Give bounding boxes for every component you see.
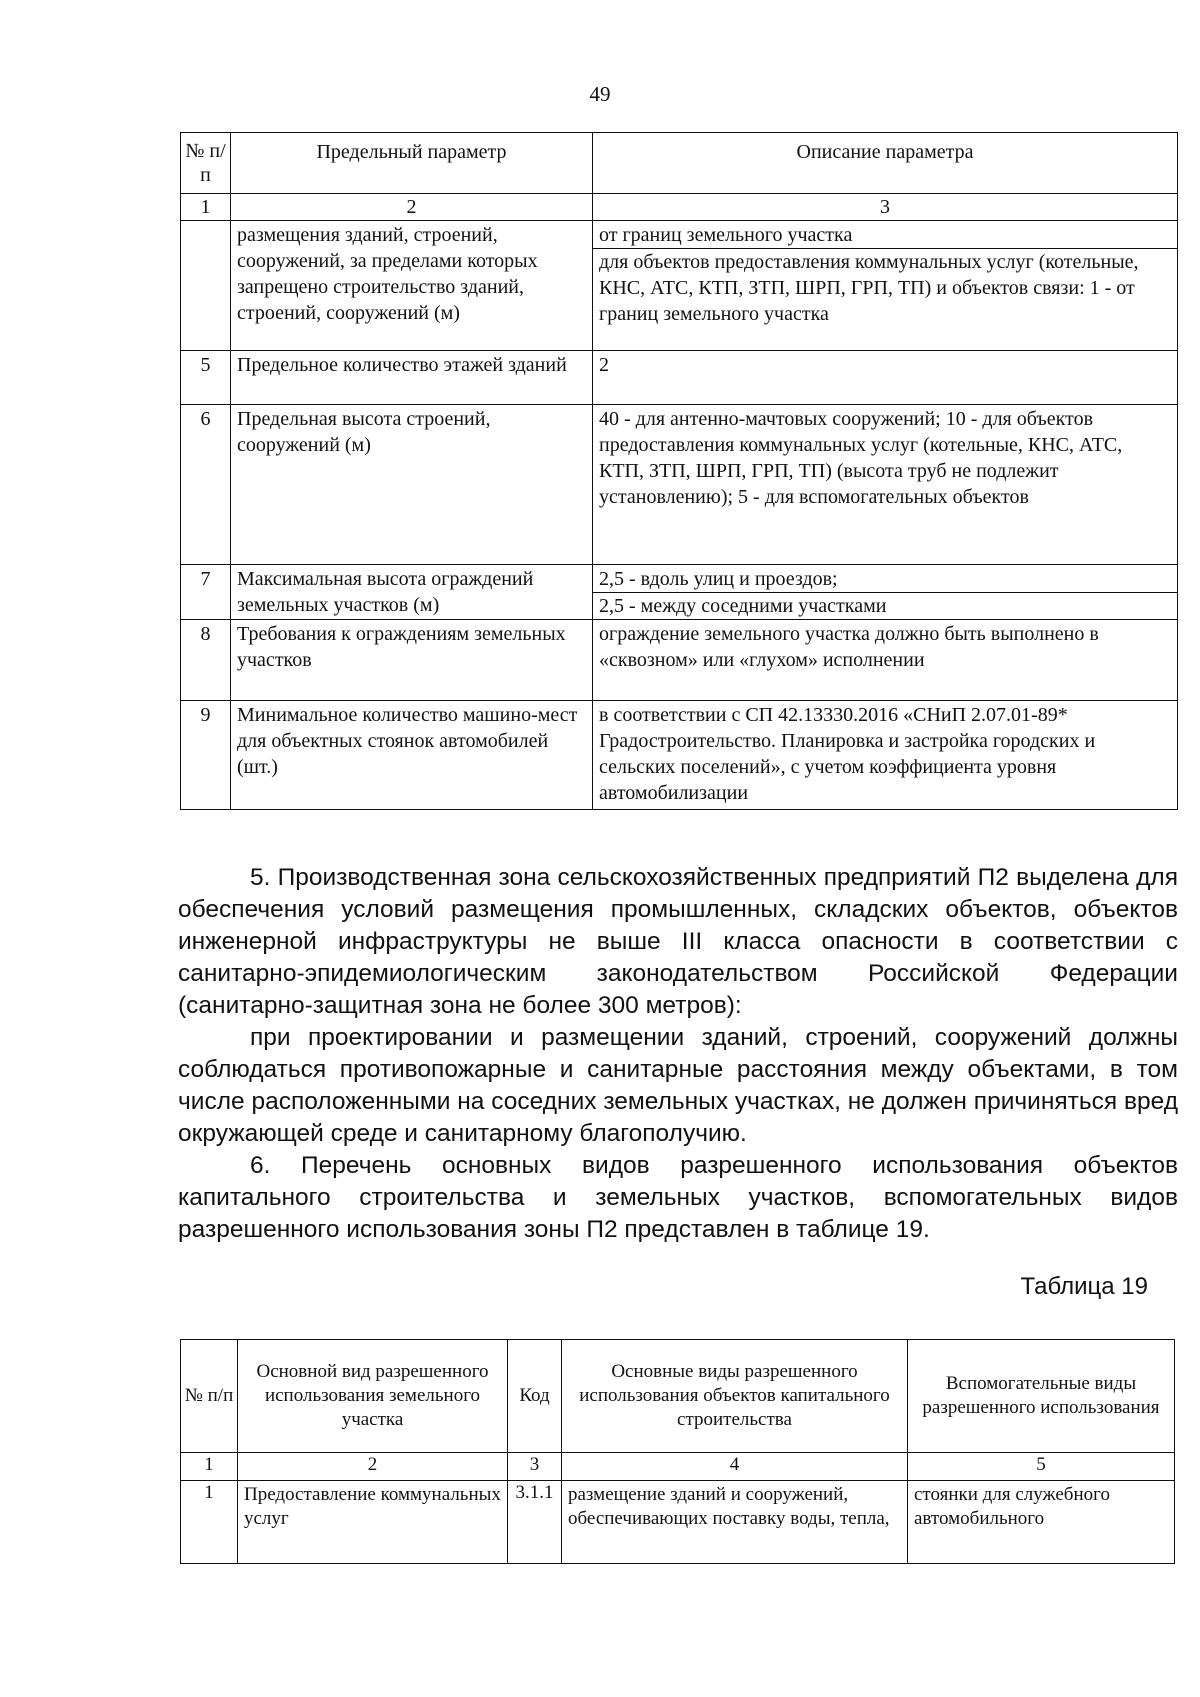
row-param: Предельная высота строений, сооружений (м) xyxy=(231,405,593,565)
page-number: 49 xyxy=(589,82,611,106)
desc-line: от границ земельного участка xyxy=(593,222,1177,249)
desc-line: 2,5 - между соседними участками xyxy=(599,595,887,617)
colnum: 2 xyxy=(231,194,593,221)
row-code: 3.1.1 xyxy=(508,1481,562,1564)
row-num: 9 xyxy=(181,701,231,810)
table-header-row xyxy=(181,1340,1175,1453)
column-numbers-row xyxy=(181,1453,1175,1481)
row-param: Минимальное количество машино-мест для объектных стоянок автомобилей (шт.) xyxy=(231,701,593,810)
row-param: размещения зданий, строений, сооружений, за пределами которых запрещено строительство зданий, строений, сооружений (м) xyxy=(231,221,593,351)
row-desc: ограждение земельного участка должно быть выполнено в «сквозном» или «глухом» исполнении xyxy=(593,620,1178,701)
row-desc: 40 - для антенно-мачтовых сооружений; 10 - для объектов предоставления коммунальных услуг (котельные, КНС, АТС, КТП, ЗТП, ШРП, ГРП, ТП) (высота труб не подлежит установлению); 5 - для вспомогательных объектов xyxy=(593,405,1178,565)
table-row xyxy=(181,405,1178,565)
row-aux-use: стоянки для служебного автомобильного xyxy=(908,1481,1175,1564)
colnum: 5 xyxy=(908,1453,1175,1481)
row-capital-use: размещение зданий и сооружений, обеспечивающих поставку воды, тепла, xyxy=(562,1481,908,1564)
table-row xyxy=(181,701,1178,810)
table-header-row xyxy=(181,133,1178,194)
row-param: Требования к ограждениям земельных участков xyxy=(231,620,593,701)
colnum: 2 xyxy=(238,1453,508,1481)
paragraph: 6. Перечень основных видов разрешенного использования объектов капитального строительства и земельных участков, вспомогательных видов разрешенного использования зоны П2 представлен в таблице 19. xyxy=(178,1152,1178,1243)
header-aux-use: Вспомогательные виды разрешенного использования xyxy=(908,1340,1175,1453)
table-caption: Таблица 19 xyxy=(1020,1273,1148,1300)
row-num: 6 xyxy=(181,405,231,565)
header-param: Предельный параметр xyxy=(231,133,593,194)
row-num: 8 xyxy=(181,620,231,701)
permitted-uses-table xyxy=(180,1339,1175,1564)
paragraph: при проектировании и размещении зданий, строений, сооружений должны соблюдаться противопожарные и санитарные расстояния между объектами, в том числе расположенными на соседних земельных участках, не должен причиняться вред окружающей среде и санитарному благополучию. xyxy=(178,1024,1178,1147)
header-code: Код xyxy=(508,1340,562,1453)
header-num: № п/п xyxy=(181,1340,238,1453)
column-numbers-row xyxy=(181,194,1178,221)
colnum: 1 xyxy=(181,194,231,221)
desc-line: 2,5 - вдоль улиц и проездов; xyxy=(593,566,1177,593)
table-row xyxy=(181,221,1178,351)
row-num: 7 xyxy=(181,565,231,620)
row-num: 5 xyxy=(181,351,231,405)
table-row xyxy=(181,565,1178,620)
header-desc: Описание параметра xyxy=(593,133,1178,194)
colnum: 3 xyxy=(508,1453,562,1481)
row-num: 1 xyxy=(181,1481,238,1564)
row-param: Максимальная высота ограждений земельных участков (м) xyxy=(231,565,593,620)
parameters-table xyxy=(180,132,1178,810)
table-row xyxy=(181,1481,1175,1564)
row-param: Предельное количество этажей зданий xyxy=(231,351,593,405)
row-desc: 2 xyxy=(593,351,1178,405)
desc-line: для объектов предоставления коммунальных услуг (котельные, КНС, АТС, КТП, ЗТП, ШРП, ГРП, ТП) и объектов связи: 1 - от границ земельного участка xyxy=(599,251,1139,325)
paragraph: 5. Производственная зона сельскохозяйственных предприятий П2 выделена для обеспечения условий размещения промышленных, складских объектов, объектов инженерной инфраструктуры не выше III класса опасности в соответствии с санитарно-эпидемиологическим законодательством Российской Федерации (санитарно-защитная зона не более 300 метров): xyxy=(178,864,1178,1019)
colnum: 4 xyxy=(562,1453,908,1481)
header-num: № п/п xyxy=(181,133,231,194)
table-row xyxy=(181,620,1178,701)
row-land-use: Предоставление коммунальных услуг xyxy=(238,1481,508,1564)
header-land-use: Основной вид разрешенного использования земельного участка xyxy=(238,1340,508,1453)
colnum: 1 xyxy=(181,1453,238,1481)
row-desc xyxy=(593,221,1178,351)
colnum: 3 xyxy=(593,194,1178,221)
header-capital-use: Основные виды разрешенного использования объектов капитального строительства xyxy=(562,1340,908,1453)
body-text xyxy=(178,862,1178,1246)
row-desc xyxy=(593,565,1178,620)
row-desc: в соответствии с СП 42.13330.2016 «СНиП 2.07.01-89* Градостроительство. Планировка и застройка городских и сельских поселений», с учетом коэффициента уровня автомобилизации xyxy=(593,701,1178,810)
table-row xyxy=(181,351,1178,405)
row-num xyxy=(181,221,231,351)
